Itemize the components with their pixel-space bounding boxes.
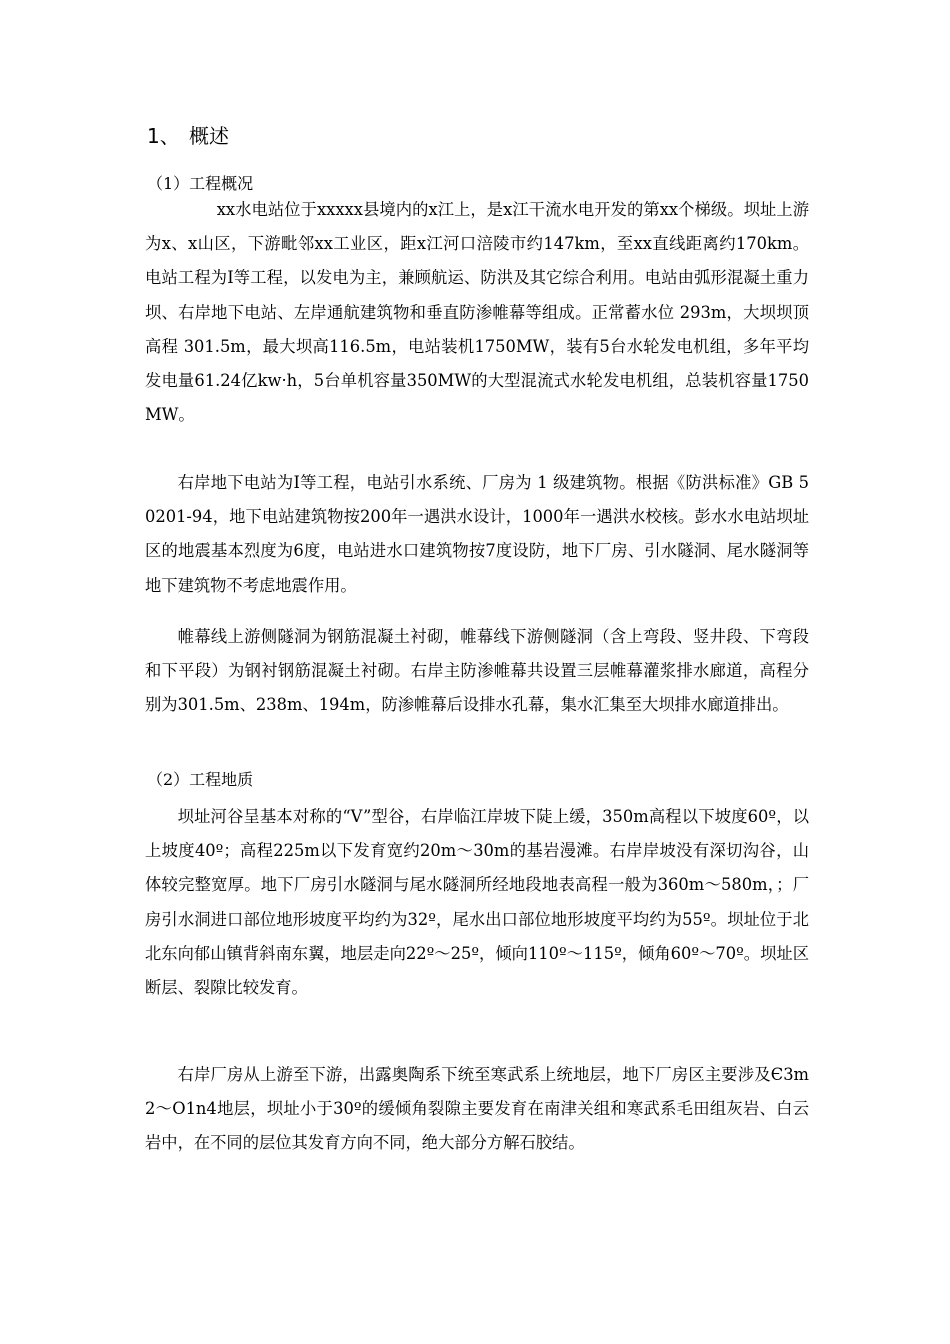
- section-heading: [147, 121, 229, 151]
- paragraph-geology-2: 右岸厂房从上游至下游，出露奥陶系下统至寒武系上统地层，地下厂房区主要涉及Є3m2～O1n4地层，坝址小于30º的缓倾角裂隙主要发育在南津关组和寒武系毛田组灰岩、白云岩中，在不同的层位其发育方向不同，绝大部分方解石胶结。: [145, 1065, 809, 1153]
- paragraph-overview-3: 帷幕线上游侧隧洞为钢筋混凝土衬砌，帷幕线下游侧隧洞（含上弯段、竖井段、下弯段和下平段）为钢衬钢筋混凝土衬砌。右岸主防渗帷幕共设置三层帷幕灌浆排水廊道，高程分别为301.5m、238m、194m，防渗帷幕后设排水孔幕，集水汇集至大坝排水廊道排出。: [145, 627, 809, 715]
- section-title: 概述: [189, 124, 229, 148]
- subsection-heading-geology: （2）工程地质: [147, 770, 254, 789]
- paragraph-geology-1: 坝址河谷呈基本对称的“V”型谷，右岸临江岸坡下陡上缓，350m高程以下坡度60º，以上坡度40º；高程225m以下发育宽约20m～30m的基岩漫滩。右岸岸坡没有深切沟谷，山体较完整宽厚。地下厂房引水隧洞与尾水隧洞所经地段地表高程一般为360m～580m，；厂房引水洞进口部位地形坡度平均约为32º，尾水出口部位地形坡度平均约为55º。坝址位于北北东向郁山镇背斜南东翼，地层走向22º～25º，倾向110º～115º，倾角60º～70º。坝址区断层、裂隙比较发育。: [145, 807, 809, 998]
- section-number: 1、: [147, 124, 180, 148]
- subsection-heading-overview: （1）工程概况: [147, 174, 254, 193]
- paragraph-overview-2: 右岸地下电站为I等工程，电站引水系统、厂房为 1 级建筑物。根据《防洪标准》GB 50201-94，地下电站建筑物按200年一遇洪水设计，1000年一遇洪水校核。彭水水电站坝址区的地震基本烈度为6度，电站进水口建筑物按7度设防，地下厂房、引水隧洞、尾水隧洞等地下建筑物不考虑地震作用。: [145, 473, 809, 595]
- paragraph-overview-1: xx水电站位于xxxxx县境内的x江上，是x江干流水电开发的第xx个梯级。坝址上游为x、x山区，下游毗邻xx工业区，距x江河口涪陵市约147km，至xx直线距离约170km。电站工程为I等工程，以发电为主，兼顾航运、防洪及其它综合利用。电站由弧形混凝土重力坝、右岸地下电站、左岸通航建筑物和垂直防渗帷幕等组成。正常蓄水位 293m，大坝坝顶高程 301.5m，最大坝高116.5m，电站装机1750MW，装有5台水轮发电机组，多年平均发电量61.24亿kw·h，5台单机容量350MW的大型混流式水轮发电机组，总装机容量1750MW。: [145, 200, 809, 425]
